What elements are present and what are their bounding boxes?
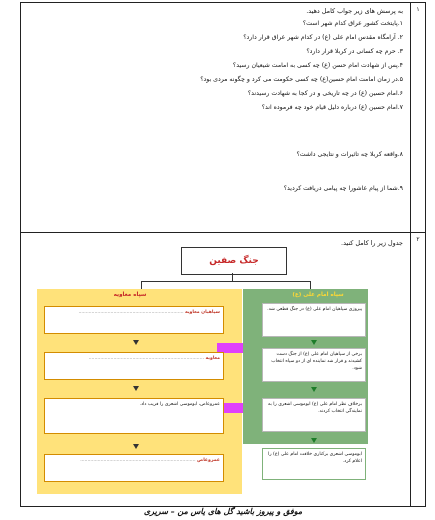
imam-ali-box-4: ابوموسی اشعری برکناری خلافت امام علی (ع) را اعلام کرد. [262,448,366,480]
muawiya-box-4 [44,454,224,482]
question-7: ۷.امام حسین (ع) درباره دلیل قیام خود چه فرموده اند؟ [261,104,403,111]
connector [232,273,233,281]
diagram-title: جنگ صفین [181,247,287,275]
box-label: عمروعاص [197,458,220,463]
muawiya-army-heading: سپاه معاویه [113,292,147,298]
imam-ali-box-1: پیروزی سپاهیان امام علی (ع) در جنگ قطعی شد. [262,303,366,337]
section-2-number: ۲ [416,236,420,243]
box-label: سپاهیان معاویه [185,310,220,315]
question-5: ۵.در زمان امامت امام حسین(ع) چه کسی حکومت می کرد و چگونه مردی بود؟ [200,76,403,83]
arrow-down [133,386,139,391]
muawiya-box-2 [44,352,224,380]
connector [141,281,310,282]
box-text: عمروعاص، ابوموسی اشعری را فریب داد. [139,402,220,407]
fill-in-blank[interactable]: ........................................................................ [78,310,184,315]
number-column [410,3,425,506]
question-1: ۱.پایتخت کشور عراق کدام شهر است؟ [302,20,403,27]
question-2: ۲. آرامگاه مقدس امام علی (ع) در کدام شهر عراق قرار دارد؟ [243,34,403,41]
fill-in-blank[interactable]: ............................................................................... [88,356,204,361]
imam-ali-box-3: برخلاف نظر امام علی (ع) ابوموسی اشعری را به نمایندگی انتخاب کردند. [262,398,366,432]
question-9: ۹.شما از پیام عاشورا چه پیامی دریافت کردید؟ [283,185,403,192]
fill-in-blank[interactable]: ............................................................................... [80,458,196,463]
imam-ali-army-heading: سپاه امام علی (ع) [292,292,344,298]
imam-ali-box-2: برخی از سپاهیان امام علی (ع) از جنگ دست کشیدند و قرار شد نماینده ای از دو سپاه انتخاب شود. [262,348,366,382]
arrow-down [311,340,317,345]
arrow-down [311,387,317,392]
section-2-instruction: جدول زیر را کامل کنید. [341,239,403,247]
box-label: معاویه [205,356,220,361]
arrow-down [133,340,139,345]
arrow-down [133,444,139,449]
section-1-number: ۱ [416,6,420,13]
footer-message: موفق و پیروز باشید گل های یاس من – سریری [143,507,303,516]
section-divider [21,232,425,233]
question-8: ۸.واقعه کربلا چه تاثیرات و نتایجی داشت؟ [296,151,403,158]
question-4: ۴.پس از شهادت امام حسن (ع) چه کسی به امامت شیعیان رسید؟ [232,62,403,69]
muawiya-box-3 [44,398,224,434]
question-3: ۳. حرم چه کسانی در کربلا قرار دارد؟ [306,48,403,55]
muawiya-box-1 [44,306,224,334]
section-1-instruction: به پرسش های زیر جواب کامل دهید. [306,7,403,15]
question-6: ۶.امام حسین (ع) در چه تاریخی و در کجا به شهادت رسیدند؟ [247,90,403,97]
arrow-down [311,438,317,443]
